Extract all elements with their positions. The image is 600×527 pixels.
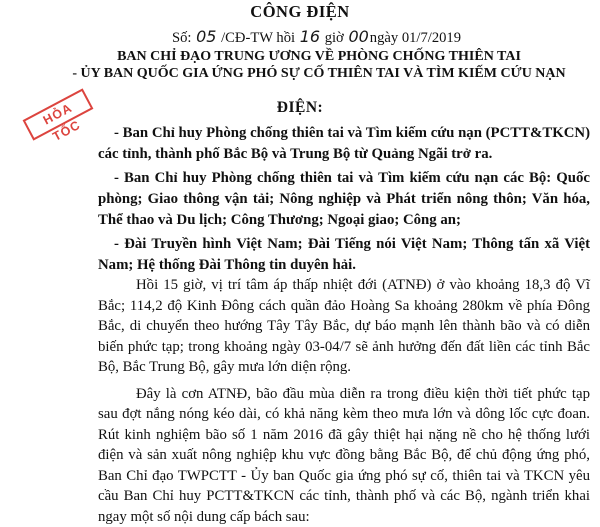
- number-prefix: Số:: [172, 30, 195, 46]
- urgent-stamp: HỎA TỐC: [23, 88, 94, 140]
- recipient-item: - Ban Chỉ huy Phòng chống thiên tai và Tìm kiếm cứu nạn các Bộ: Quốc phòng; Giao thông vận tải; Nông nghiệp và Phát triển nông thôn; Văn hóa, Thể thao và Du lịch; Công Thương; Ngoại giao; Công an;: [98, 168, 590, 231]
- handwritten-minute: 00: [347, 27, 369, 46]
- recipient-item: - Ban Chỉ huy Phòng chống thiên tai và Tìm kiếm cứu nạn (PCTT&TKCN) các tỉnh, thành phố Bắc Bộ và Trung Bộ từ Quảng Ngãi trở ra.: [98, 123, 590, 165]
- recipient-list: [98, 123, 590, 276]
- document-date: ngày 01/7/2019: [370, 30, 461, 46]
- document-number-line: [172, 27, 461, 47]
- body-paragraph-1: Hồi 15 giờ, vị trí tâm áp thấp nhiệt đới (ATNĐ) ở vào khoảng 18,3 độ Vĩ Bắc; 114,2 độ Kinh Đông cách quần đảo Hoàng Sa khoảng 280km về phía Đông Bắc, di chuyển theo hướng Tây Tây Bắc, dự báo mạnh lên thành bão và có diễn biến phức tạp; trong khoảng ngày 03-04/7 sẽ ảnh hưởng đến đất liền các tỉnh Bắc Bộ, Bắc Trung Bộ, gây mưa lớn diện rộng.: [98, 275, 590, 378]
- issuer-line-2: - ỦY BAN QUỐC GIA ỨNG PHÓ SỰ CỐ THIÊN TAI VÀ TÌM KIẾM CỨU NẠN: [38, 66, 600, 82]
- handwritten-hour: 16: [299, 27, 321, 46]
- recipient-item: - Đài Truyền hình Việt Nam; Đài Tiếng nói Việt Nam; Thông tấn xã Việt Nam; Hệ thống Đài Thông tin duyên hải.: [98, 234, 590, 276]
- document-title: CÔNG ĐIỆN: [0, 2, 600, 22]
- document-body: [98, 275, 590, 527]
- number-mid: /CĐ-TW hồi: [217, 30, 298, 46]
- body-paragraph-2: Đây là cơn ATNĐ, bão đầu mùa diễn ra trong điều kiện thời tiết phức tạp sau đợt nắng nóng kéo dài, có khả năng kèm theo mưa lớn và dông lốc cực đoan. Rút kinh nghiệm bão số 1 năm 2016 đã gây thiệt hại nặng nề cho hệ thống lưới điện và sản xuất nông nghiệp khu vực đồng bằng Bắc Bộ, để chủ động ứng phó, Ban Chỉ đạo TWPCTT - Ủy ban Quốc gia ứng phó sự cố, thiên tai và TKCN yêu cầu Ban Chỉ huy PCTT&TKCN các tỉnh, thành phố và các Bộ, ngành triển khai ngay một số nội dung cấp bách sau:: [98, 384, 590, 527]
- issuer-line-1: BAN CHỈ ĐẠO TRUNG ƯƠNG VỀ PHÒNG CHỐNG THIÊN TAI: [38, 49, 600, 65]
- hour-label: giờ: [321, 30, 347, 46]
- handwritten-number: 05: [195, 27, 217, 46]
- dien-heading: ĐIỆN:: [0, 99, 600, 117]
